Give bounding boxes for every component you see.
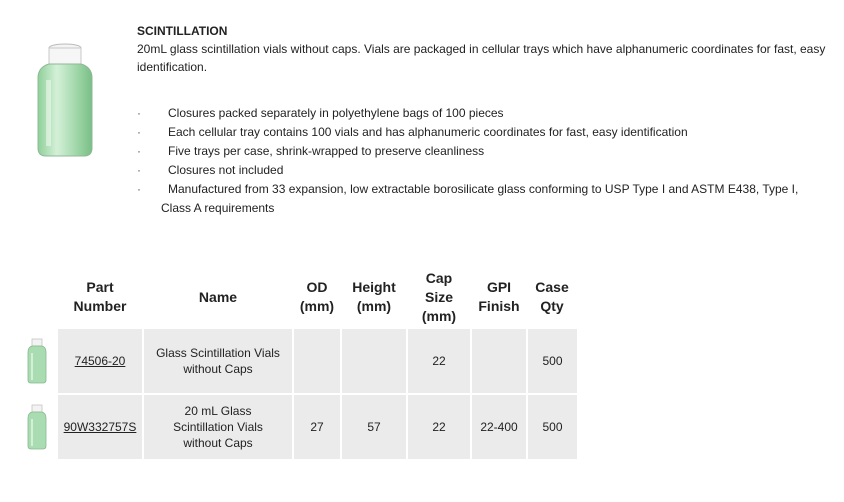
cell-gpi-finish [471, 329, 527, 394]
header-image [18, 265, 57, 329]
product-description: 20mL glass scintillation vials without caps. Vials are packaged in cellular trays which have alphanumeric coordinates for fast, easy identification. [137, 42, 826, 74]
header-name: Name [143, 265, 293, 329]
vial-thumbnail-icon [26, 404, 48, 450]
parts-table [18, 265, 577, 461]
part-number-link[interactable]: 90W332757S [63, 420, 137, 434]
cell-height: 57 [341, 394, 407, 460]
header-case-qty: Case Qty [527, 265, 577, 329]
header-cap-size: Cap Size (mm) [407, 265, 471, 329]
header-part-number: Part Number [57, 265, 143, 329]
header-gpi-finish: GPI Finish [471, 265, 527, 329]
row-thumbnail [18, 329, 57, 394]
part-number-link[interactable]: 74506-20 [74, 354, 126, 368]
row-thumbnail [18, 394, 57, 460]
table-header-row [18, 265, 577, 329]
product-title: SCINTILLATION [137, 24, 228, 38]
cell-part-number[interactable] [57, 329, 143, 394]
feature-item: · Manufactured from 33 expansion, low extractable borosilicate glass conforming to USP Type I and ASTM E438, Type I, Class A requirements [137, 182, 799, 215]
feature-item: · Closures not included [137, 161, 827, 180]
header-height: Height (mm) [341, 265, 407, 329]
cell-name: Glass Scintillation Vials without Caps [143, 329, 293, 394]
cell-gpi-finish: 22-400 [471, 394, 527, 460]
bullet-icon: · [137, 144, 141, 158]
vial-thumbnail-icon [26, 338, 48, 384]
cell-case-qty: 500 [527, 329, 577, 394]
cell-cap-size: 22 [407, 394, 471, 460]
green-glass-vial-icon [30, 40, 100, 158]
feature-item: · Five trays per case, shrink-wrapped to preserve cleanliness [137, 142, 827, 161]
cell-od: 27 [293, 394, 341, 460]
bullet-icon: · [137, 163, 141, 177]
cell-od [293, 329, 341, 394]
table-row [18, 394, 577, 460]
header-od: OD (mm) [293, 265, 341, 329]
feature-list [137, 104, 827, 218]
cell-cap-size: 22 [407, 329, 471, 394]
cell-height [341, 329, 407, 394]
product-intro [137, 22, 837, 76]
cell-case-qty: 500 [527, 394, 577, 460]
bullet-icon: · [137, 106, 141, 120]
feature-item: · Closures packed separately in polyethylene bags of 100 pieces [137, 104, 827, 123]
table-row [18, 329, 577, 394]
bullet-icon: · [137, 182, 141, 196]
cell-name: 20 mL Glass Scintillation Vials without Caps [143, 394, 293, 460]
bullet-icon: · [137, 125, 141, 139]
cell-part-number[interactable] [57, 394, 143, 460]
feature-item: · Each cellular tray contains 100 vials and has alphanumeric coordinates for fast, easy identification [137, 123, 827, 142]
